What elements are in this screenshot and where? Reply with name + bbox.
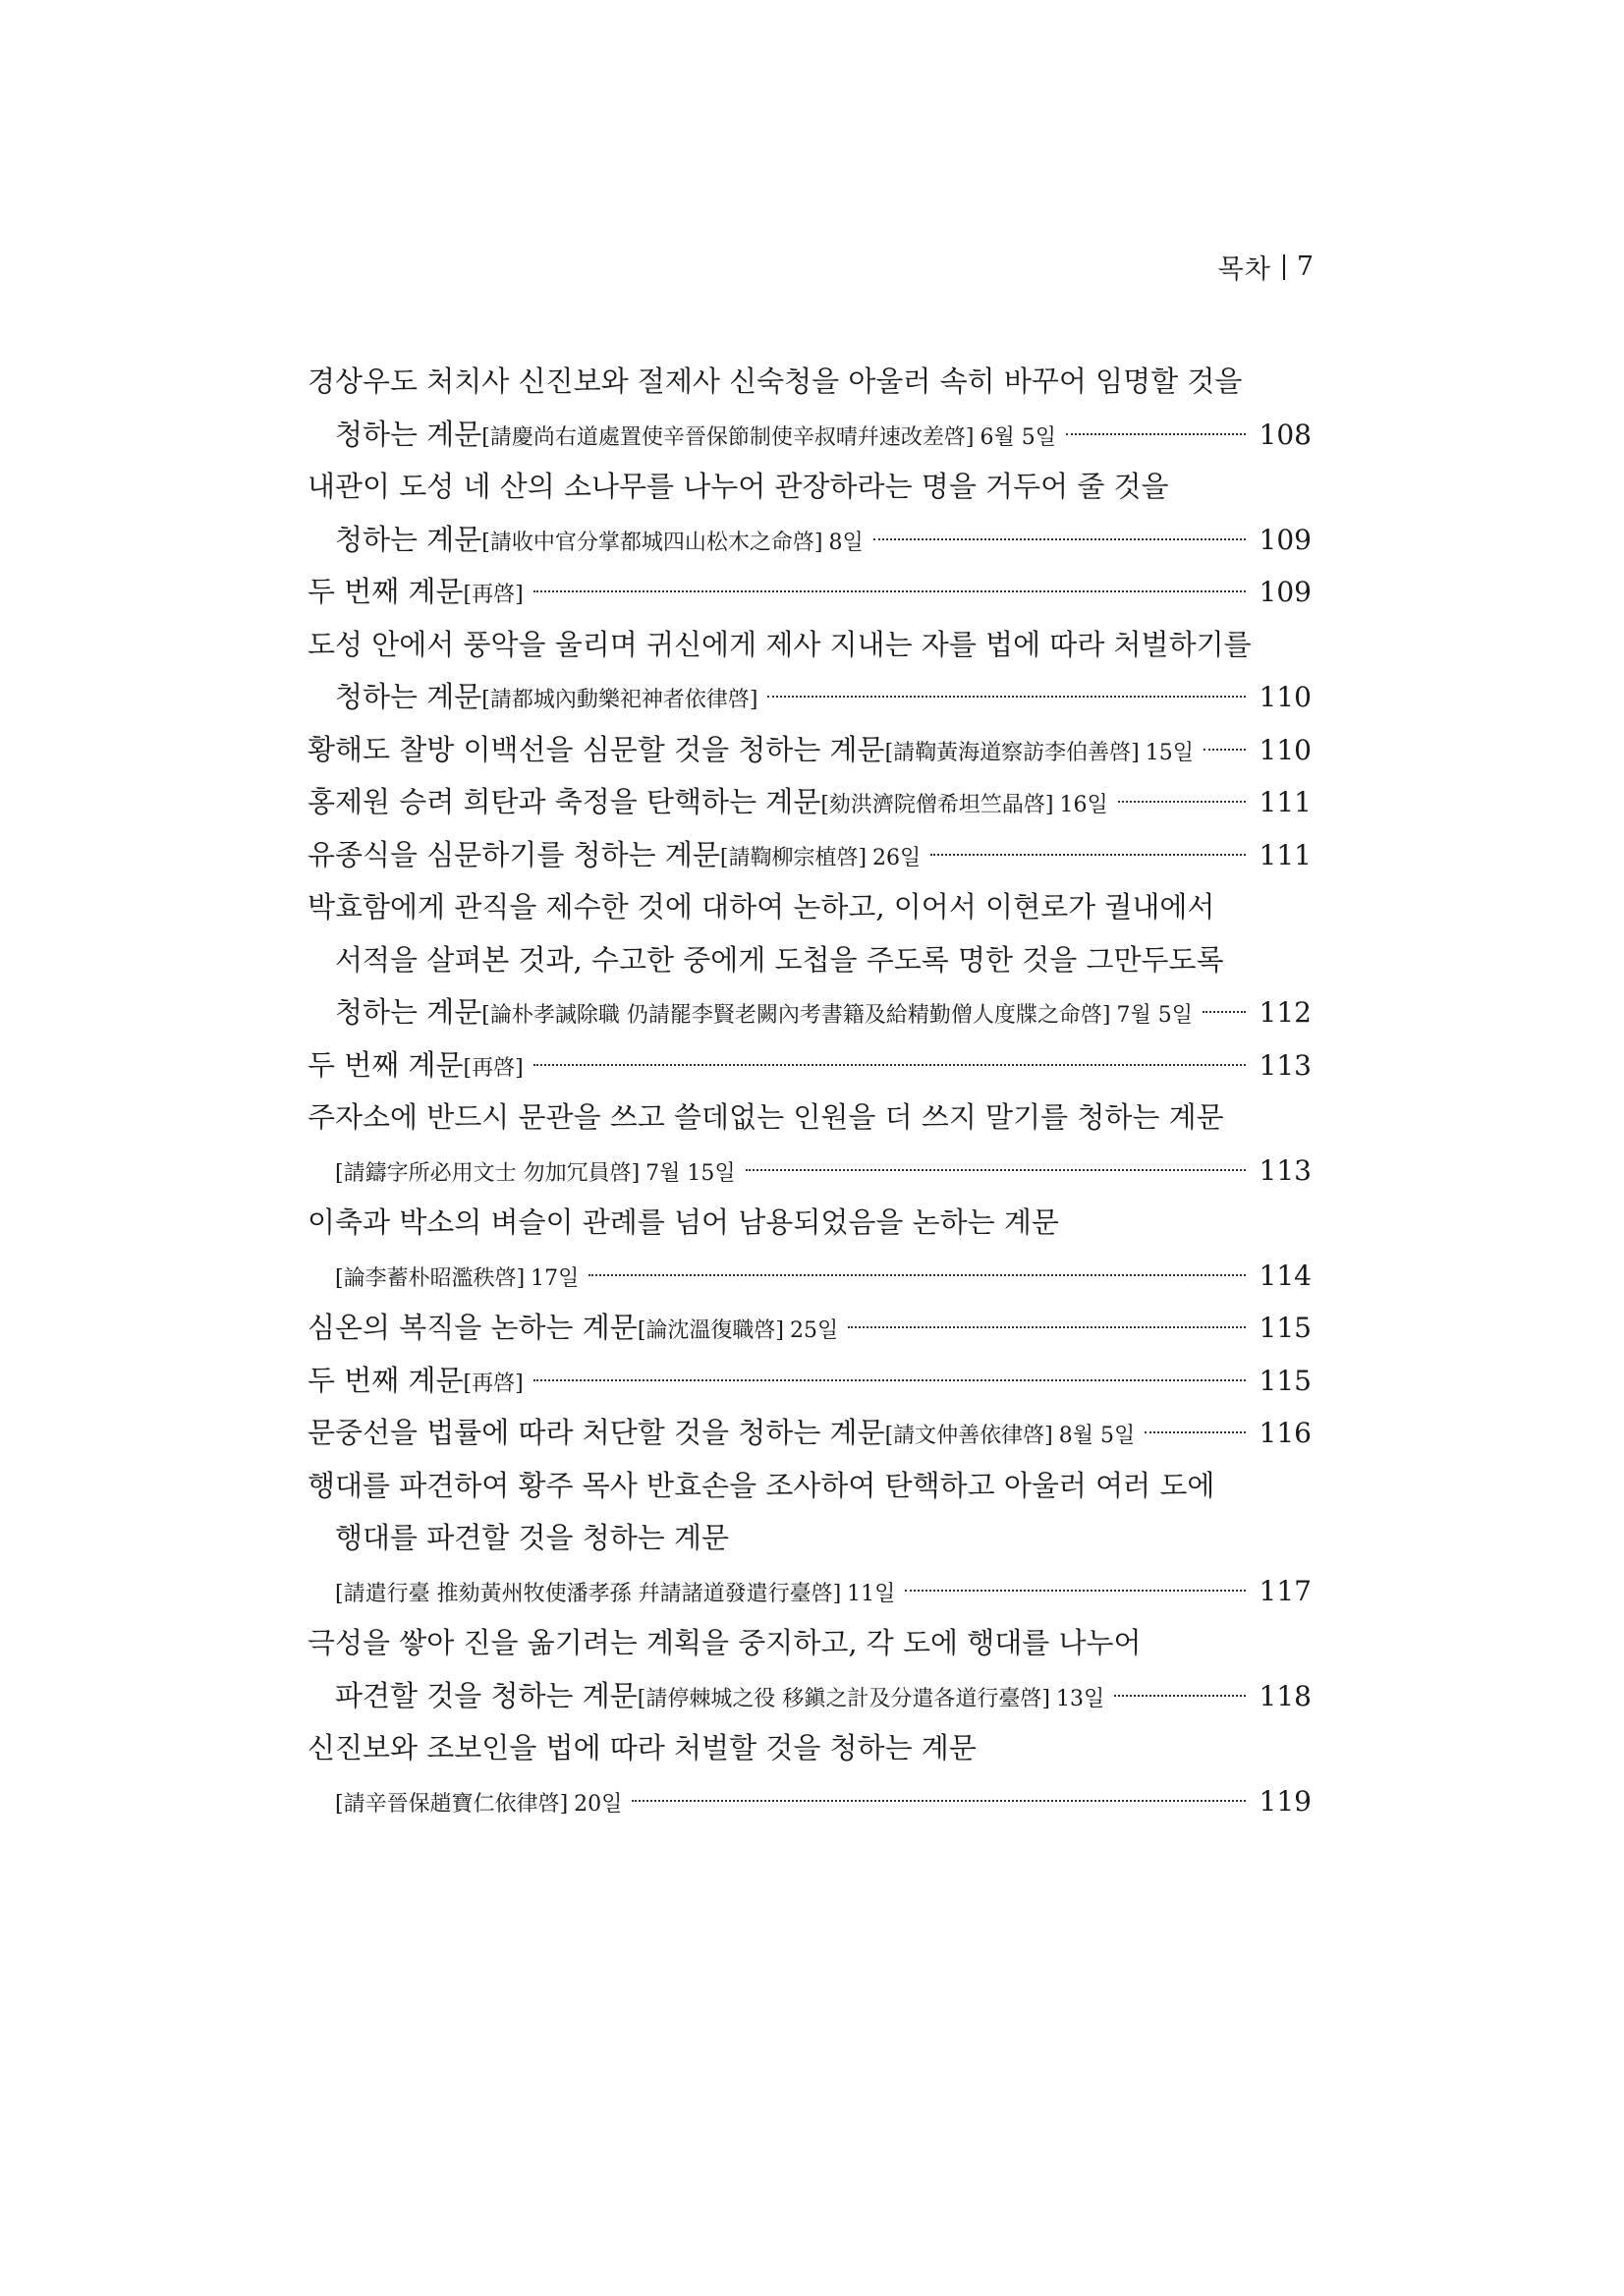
toc-entry: [308, 1355, 1312, 1408]
toc-entry-text: [308, 1197, 1059, 1250]
dot-leader: [1204, 749, 1246, 751]
toc-page-number: 114: [1259, 1259, 1312, 1292]
toc-title: 청하는 계문: [335, 995, 482, 1029]
toc-date: 8일: [828, 530, 864, 555]
toc-entry-text: [335, 1145, 736, 1198]
toc-date: 26일: [872, 845, 922, 870]
dot-leader: [1145, 1431, 1245, 1433]
toc-entry-text: [308, 461, 1169, 514]
section-title: 목차: [1217, 254, 1271, 285]
toc-entry: [308, 1722, 1312, 1775]
toc-entry-text: [308, 619, 1252, 672]
toc-page-number: 113: [1259, 1048, 1312, 1082]
toc-title: 두 번째 계문: [308, 575, 464, 608]
toc-entry: [308, 514, 1312, 567]
header-divider: [1283, 254, 1285, 280]
toc-entry: [308, 1565, 1312, 1618]
toc-entry: [308, 1145, 1312, 1198]
toc-entry: [308, 1670, 1312, 1723]
toc-entry: [308, 986, 1312, 1039]
toc-entry-text: [335, 671, 757, 724]
toc-page-number: 118: [1259, 1679, 1312, 1712]
toc-entry: [308, 1092, 1312, 1145]
dot-leader: [588, 1274, 1245, 1276]
toc-title: 유종식을 심문하기를 청하는 계문: [308, 837, 720, 871]
toc-date: 7월 15일: [645, 1160, 736, 1186]
toc-title: 심온의 복직을 논하는 계문: [308, 1311, 638, 1344]
toc-hanja-title: [請辛晉保趙寶仁依律啓]: [335, 1791, 569, 1817]
toc-hanja-title: [請遣行臺 推劾黃州牧使潘孝孫 幷請諸道發遣行臺啓]: [335, 1581, 842, 1606]
toc-title: 홍제원 승려 희탄과 축정을 탄핵하는 계문: [308, 785, 821, 818]
toc-page-number: 115: [1259, 1364, 1312, 1397]
dot-leader: [905, 1590, 1245, 1592]
toc-title: 내관이 도성 네 산의 소나무를 나누어 관장하라는 명을 거두어 줄 것을: [308, 470, 1169, 503]
toc-hanja-title: [請都城內動樂祀神者依律啓]: [481, 688, 758, 712]
toc-hanja-title: [請收中官分掌都城四山松木之命啓]: [481, 530, 823, 555]
toc-entry-text: [308, 1039, 524, 1092]
toc-title: 청하는 계문: [335, 680, 482, 713]
toc-entry-text: [335, 1670, 1104, 1723]
toc-entry: [308, 1250, 1312, 1303]
toc-title: 신진보와 조보인을 법에 따라 처벌할 것을 청하는 계문: [308, 1731, 977, 1764]
toc-title: 두 번째 계문: [308, 1363, 464, 1397]
toc-entry: [308, 356, 1312, 409]
toc-page-number: 108: [1259, 418, 1312, 451]
dot-leader: [930, 854, 1245, 856]
toc-entry: [308, 409, 1312, 462]
toc-hanja-title: [劾洪濟院僧希坦竺晶啓]: [820, 793, 1054, 817]
toc-entry-text: [308, 1355, 524, 1408]
toc-entry: [308, 1197, 1312, 1250]
toc-entry-text: [335, 1512, 729, 1565]
toc-entry-text: [308, 1302, 838, 1355]
toc-entry: [308, 881, 1312, 934]
toc-date: 20일: [574, 1791, 623, 1817]
toc-date: 25일: [789, 1318, 839, 1343]
toc-entry-text: [335, 986, 1193, 1039]
dot-leader: [767, 696, 1245, 698]
toc-entry: [308, 1039, 1312, 1092]
dot-leader: [533, 1379, 1246, 1381]
toc-entry: [308, 1512, 1312, 1565]
toc-entry-text: [335, 514, 864, 567]
toc-entry-text: [308, 776, 1108, 829]
table-of-contents: [308, 356, 1312, 1827]
toc-title: 도성 안에서 풍악을 울리며 귀신에게 제사 지내는 자를 법에 따라 처벌하기를: [308, 627, 1252, 661]
toc-date: 17일: [531, 1265, 580, 1291]
toc-hanja-title: [再啓]: [463, 583, 524, 607]
toc-hanja-title: [論李蓄朴昭濫秩啓]: [335, 1265, 526, 1291]
toc-entry-text: [308, 1460, 1214, 1513]
toc-entry: [308, 724, 1312, 777]
toc-page-number: 111: [1259, 838, 1312, 871]
toc-title: 주자소에 반드시 문관을 쓰고 쓸데없는 인원을 더 쓰지 말기를 청하는 계문: [308, 1100, 1224, 1134]
toc-entry: [308, 566, 1312, 619]
toc-entry: [308, 1617, 1312, 1670]
toc-entry-text: [335, 409, 1056, 462]
toc-entry-text: [308, 1722, 977, 1775]
running-header: [1218, 248, 1315, 286]
toc-date: 15일: [1145, 740, 1194, 765]
toc-hanja-title: [請停棘城之役 移鎭之計及分遣各道行臺啓]: [637, 1686, 1050, 1711]
toc-hanja-title: [請慶尚右道處置使辛晉保節制使辛叔晴幷速改差啓]: [481, 424, 975, 450]
toc-title: 문중선을 법률에 따라 처단할 것을 청하는 계문: [308, 1416, 885, 1449]
toc-hanja-title: [再啓]: [463, 1055, 524, 1081]
toc-entry-text: [308, 1407, 1135, 1460]
toc-date: 7월 5일: [1116, 1003, 1193, 1028]
toc-entry: [308, 1407, 1312, 1460]
toc-entry-text: [308, 829, 921, 882]
toc-hanja-title: [論沈溫復職啓]: [637, 1318, 784, 1343]
toc-title: 청하는 계문: [335, 417, 482, 451]
toc-entry-text: [308, 1092, 1224, 1145]
toc-entry: [308, 671, 1312, 724]
toc-page-number: 109: [1259, 576, 1312, 608]
toc-entry: [308, 619, 1312, 672]
toc-page-number: 109: [1259, 523, 1312, 556]
dot-leader: [873, 538, 1246, 540]
toc-entry: [308, 934, 1312, 987]
toc-title: 서적을 살펴본 것과, 수고한 중에게 도첩을 주도록 명한 것을 그만두도록: [335, 942, 1224, 977]
dot-leader: [848, 1326, 1245, 1328]
toc-page-number: 113: [1259, 1153, 1312, 1187]
toc-hanja-title: [請鞫柳宗植啓]: [719, 845, 868, 870]
toc-hanja-title: [再啓]: [463, 1371, 524, 1396]
toc-title: 박효함에게 관직을 제수한 것에 대하여 논하고, 이어서 이현로가 궐내에서: [308, 890, 1215, 924]
toc-hanja-title: [論朴孝諴除職 仍請罷李賢老闕內考書籍及給精勤僧人度牒之命啓]: [481, 1003, 1111, 1028]
toc-entry: [308, 461, 1312, 514]
toc-title: 청하는 계문: [335, 522, 482, 556]
dot-leader: [1066, 433, 1246, 435]
toc-page-number: 112: [1259, 996, 1312, 1029]
dot-leader: [533, 590, 1246, 592]
toc-entry: [308, 1775, 1312, 1828]
toc-page-number: 117: [1259, 1574, 1312, 1607]
dot-leader: [533, 1064, 1246, 1066]
toc-date: 16일: [1059, 793, 1108, 817]
dot-leader: [1203, 1011, 1246, 1013]
toc-title: 경상우도 처치사 신진보와 절제사 신숙청을 아울러 속히 바꾸어 임명할 것을: [308, 364, 1243, 398]
toc-entry-text: [335, 934, 1224, 987]
toc-date: 6월 5일: [980, 424, 1056, 450]
toc-hanja-title: [請鞫黃海道察訪李伯善啓]: [884, 740, 1140, 765]
toc-entry: [308, 1302, 1312, 1355]
toc-page-number: 110: [1259, 681, 1312, 713]
page-number: 7: [1296, 252, 1315, 282]
toc-date: 8월 5일: [1058, 1424, 1136, 1448]
toc-title: 이축과 박소의 벼슬이 관례를 넘어 남용되었음을 논하는 계문: [308, 1205, 1059, 1239]
toc-entry-text: [308, 356, 1242, 409]
toc-entry-text: [335, 1775, 622, 1828]
toc-title: 극성을 쌓아 진을 옮기려는 계획을 중지하고, 각 도에 행대를 나누어: [308, 1626, 1142, 1659]
toc-page-number: 116: [1259, 1417, 1312, 1449]
toc-hanja-title: [請文仲善依律啓]: [884, 1424, 1053, 1448]
toc-entry: [308, 776, 1312, 829]
toc-hanja-title: [請鑄字所必用文士 勿加冗員啓]: [335, 1160, 641, 1186]
toc-date: 13일: [1055, 1686, 1105, 1711]
toc-entry-text: [308, 724, 1194, 777]
toc-entry-text: [335, 1250, 579, 1303]
toc-title: 행대를 파견할 것을 청하는 계문: [335, 1521, 730, 1554]
toc-entry: [308, 1460, 1312, 1513]
toc-title: 두 번째 계문: [308, 1047, 464, 1082]
dot-leader: [1114, 1695, 1245, 1697]
toc-title: 파견할 것을 청하는 계문: [335, 1678, 638, 1712]
toc-page-number: 111: [1259, 786, 1312, 818]
dot-leader: [1118, 801, 1246, 803]
toc-page-number: 110: [1259, 733, 1312, 766]
toc-page-number: 119: [1259, 1784, 1312, 1818]
toc-entry-text: [308, 881, 1214, 934]
toc-title: 행대를 파견하여 황주 목사 반효손을 조사하여 탄핵하고 아울러 여러 도에: [308, 1468, 1215, 1502]
toc-title: 황해도 찰방 이백선을 심문할 것을 청하는 계문: [308, 732, 885, 766]
toc-date: 11일: [847, 1581, 896, 1606]
dot-leader: [746, 1169, 1246, 1171]
dot-leader: [632, 1800, 1245, 1802]
toc-entry-text: [335, 1565, 895, 1618]
toc-entry-text: [308, 566, 524, 619]
toc-entry: [308, 829, 1312, 882]
toc-entry-text: [308, 1617, 1142, 1670]
toc-page-number: 115: [1259, 1312, 1312, 1344]
